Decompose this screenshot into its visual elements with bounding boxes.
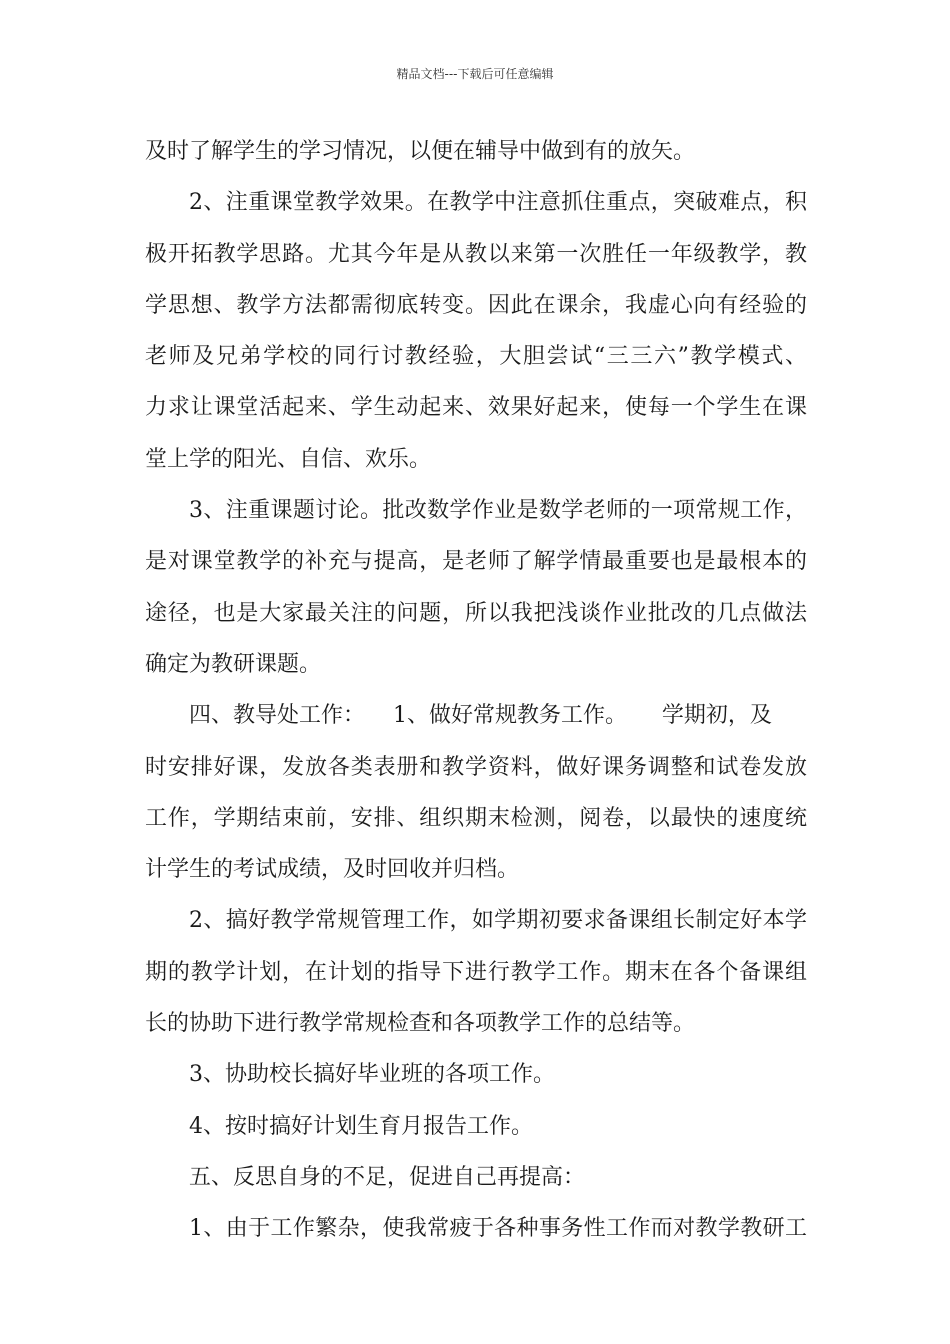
page-header: 精品文档---下载后可任意编辑 bbox=[396, 67, 554, 81]
text-line: 是对课堂教学的补充与提高，是老师了解学情最重要也是最根本的 bbox=[145, 549, 807, 575]
text-line: 2、搞好教学常规管理工作，如学期初要求备课组长制定好本学 bbox=[189, 908, 807, 934]
text-line: 及时了解学生的学习情况，以便在辅导中做到有的放矢。 bbox=[145, 139, 696, 164]
text-line: 时安排好课，发放各类表册和教学资料，做好课务调整和试卷发放 bbox=[145, 754, 807, 780]
text-line: 3、注重课题讨论。批改数学作业是数学老师的一项常规工作， bbox=[189, 498, 807, 524]
text-line: 力求让课堂活起来、学生动起来、效果好起来，使每一个学生在课 bbox=[145, 395, 807, 421]
text-line: 老师及兄弟学校的同行讨教经验，大胆尝试“三三六”教学模式、 bbox=[145, 344, 807, 370]
text-line: 确定为教研课题。 bbox=[145, 651, 322, 677]
text-line: 学思想、教学方法都需彻底转变。因此在课余，我虚心向有经验的 bbox=[145, 292, 807, 318]
text-line: 五、反思自身的不足，促进自己再提高： bbox=[189, 1164, 586, 1190]
document-body bbox=[145, 126, 807, 1255]
text-line: 3、协助校长搞好毕业班的各项工作。 bbox=[189, 1062, 555, 1088]
text-line: 计学生的考试成绩，及时回收并归档。 bbox=[145, 857, 520, 883]
text-line: 2、注重课堂教学效果。在教学中注意抓住重点，突破难点，积 bbox=[189, 190, 807, 216]
text-line: 堂上学的阳光、自信、欢乐。 bbox=[145, 446, 432, 472]
text-line: 期的教学计划，在计划的指导下进行教学工作。期末在各个备课组 bbox=[145, 959, 807, 985]
text-line: 4、按时搞好计划生育月报告工作。 bbox=[189, 1113, 533, 1139]
text-line: 途径，也是大家最关注的问题，所以我把浅谈作业批改的几点做法 bbox=[145, 600, 807, 626]
text-line: 长的协助下进行教学常规检查和各项教学工作的总结等。 bbox=[145, 1011, 696, 1037]
text-line: 四、教导处工作： 1、做好常规教务工作。 学期初，及 bbox=[189, 703, 772, 729]
text-line: 工作，学期结束前，安排、组织期末检测，阅卷，以最快的速度统 bbox=[145, 805, 807, 831]
text-line: 极开拓教学思路。尤其今年是从教以来第一次胜任一年级教学，教 bbox=[145, 241, 807, 267]
text-line: 1、由于工作繁杂，使我常疲于各种事务性工作而对教学教研工 bbox=[189, 1216, 807, 1242]
